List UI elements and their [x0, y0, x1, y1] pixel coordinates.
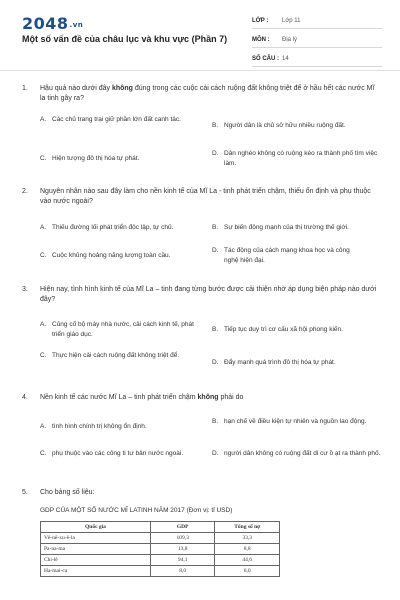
question-text — [40, 488, 380, 498]
column-header: Quốc gia — [41, 522, 151, 533]
meta-row-class — [252, 14, 382, 29]
table-header-row — [41, 522, 280, 533]
table-cell: Ha-mai-ca — [41, 566, 151, 577]
question-text-part: Nguyên nhân nào sau đây làm cho nền kinh tế của Mĩ La - tinh phát triển chậm, thiếu ổn định và phụ thuộc vào nước ngoài? — [40, 188, 371, 205]
question-text-part: đúng trong các cuộc cải cách ruộng đất không triệt để ở hầu hết các nước Mĩ la tinh gây ra? — [40, 85, 375, 102]
table-cell: Chi-lê — [41, 555, 151, 566]
option-label: B. — [212, 122, 219, 129]
option-text: Củng cố bộ máy nhà nước, cải cách kinh tế, phát triển giáo dục. — [52, 321, 194, 338]
table-cell: 33,3 — [215, 533, 280, 544]
option-text: hạn chế về điều kiện tự nhiên và nguồn lao động. — [224, 418, 367, 425]
option-label: C. — [40, 155, 47, 162]
question-text-part: phải do — [218, 394, 244, 401]
meta-row-count — [252, 52, 382, 67]
table-cell: 8,0 — [150, 566, 215, 577]
option-text: Tiếp tục duy trì cơ cấu xã hội phong kiến. — [224, 326, 343, 333]
question-3 — [22, 285, 382, 385]
meta-key: MÔN : — [252, 37, 270, 43]
site-logo[interactable] — [22, 14, 83, 33]
question-number: 4. — [22, 394, 28, 401]
table-title: GDP CỦA MỘT SỐ NƯỚC MĨ LATINH NĂM 2017 (Đơn vị: tỉ USD) — [40, 507, 233, 514]
option-label: A. — [40, 321, 47, 328]
table-cell: Vê-nê-xu-ê-la — [41, 533, 151, 544]
option-label: A. — [40, 116, 47, 123]
table-row — [41, 555, 280, 566]
option-label: D. — [212, 247, 219, 254]
table-cell: 8,8 — [215, 544, 280, 555]
question-text-part: Cho bảng số liệu: — [40, 489, 95, 496]
option-text: Các chủ trang trại giữ phần lớn đất canh tác. — [52, 116, 181, 123]
column-header: GDP — [150, 522, 215, 533]
question-number: 3. — [22, 286, 28, 293]
question-number: 1. — [22, 85, 28, 92]
question-text — [40, 285, 380, 305]
option-text: Cuộc khủng hoảng năng lượng toàn cầu. — [52, 252, 171, 259]
logo-text: 2048 — [22, 14, 69, 33]
option-text: Thực hiện cải cách ruộng đất không triệt để. — [52, 352, 180, 359]
meta-value: 14 — [282, 56, 289, 62]
option-text: Hiện tượng đô thị hóa tự phát. — [52, 155, 140, 162]
option-label: B. — [212, 224, 219, 231]
question-text-bold: không — [197, 394, 219, 401]
meta-key: LỚP : — [252, 18, 269, 24]
question-text-part: Hậu quả nào dưới đây — [40, 85, 112, 92]
option-text: tình hình chính trị không ổn định. — [52, 423, 147, 430]
option-text: Tác động của cách mạng khoa học và công nghệ hiện đại. — [224, 247, 350, 264]
option-label: D. — [212, 359, 219, 366]
meta-info — [252, 14, 382, 71]
option-text: Người dân là chủ sở hữu nhiều ruộng đất. — [224, 122, 346, 129]
question-4 — [22, 393, 382, 483]
option-text: Thiếu đường lối phát triển độc lập, tự chủ. — [52, 224, 174, 231]
table-cell: 44,6 — [215, 555, 280, 566]
option-label: B. — [212, 326, 219, 333]
option-text: Đẩy mạnh quá trình đô thị hóa tự phát. — [224, 359, 336, 366]
column-header: Tổng số nợ — [215, 522, 280, 533]
header — [0, 0, 400, 68]
meta-row-subject — [252, 33, 382, 48]
question-1 — [22, 84, 382, 184]
question-text — [40, 84, 380, 104]
page-title: Một số vấn đề của châu lục và khu vực (Phần 7) — [22, 34, 228, 44]
option-label: C. — [40, 252, 47, 259]
question-number: 5. — [22, 489, 28, 496]
table-cell: 94,1 — [150, 555, 215, 566]
option-label: C. — [40, 352, 47, 359]
header-divider — [0, 70, 400, 71]
question-2 — [22, 187, 382, 277]
option-label: D. — [212, 150, 219, 157]
question-text — [40, 393, 380, 403]
option-text: Sự biến động mạnh của thị trường thế giới. — [224, 224, 349, 231]
table-cell: 6,0 — [215, 566, 280, 577]
table-cell: Pa-na-ma — [41, 544, 151, 555]
question-text-part: Nền kinh tế các nước Mĩ La – tinh phát triển chậm — [40, 394, 198, 401]
question-text-bold: không — [111, 85, 133, 92]
question-text-part: Hiện nay, tình hình kinh tế của Mĩ La – tinh đang từng bước được cải thiện nhờ áp dụng biện pháp nào dưới đây? — [40, 286, 377, 303]
table-cell: 109,3 — [150, 533, 215, 544]
meta-value: Lớp 11 — [282, 18, 301, 24]
option-label: A. — [40, 423, 47, 430]
table-row — [41, 533, 280, 544]
option-label: C. — [40, 450, 47, 457]
question-5 — [22, 488, 382, 502]
meta-key: SỐ CÂU : — [252, 56, 279, 62]
logo-suffix: .vn — [69, 21, 84, 29]
option-text: người dân không có ruộng đất di cư ồ ạt ra thành phố. — [224, 450, 381, 457]
option-text: phụ thuộc vào các công ti tư bản nước ngoài. — [52, 450, 184, 457]
option-label: D. — [212, 450, 219, 457]
gdp-table — [40, 521, 280, 577]
option-text: Dân nghèo không có ruộng kéo ra thành phố tìm việc làm. — [224, 150, 378, 167]
table-cell: 13,8 — [150, 544, 215, 555]
question-text — [40, 187, 380, 207]
option-label: A. — [40, 224, 47, 231]
question-number: 2. — [22, 188, 28, 195]
table-row — [41, 544, 280, 555]
option-label: B. — [212, 418, 219, 425]
meta-value: Địa lý — [282, 37, 298, 43]
table-row — [41, 566, 280, 577]
